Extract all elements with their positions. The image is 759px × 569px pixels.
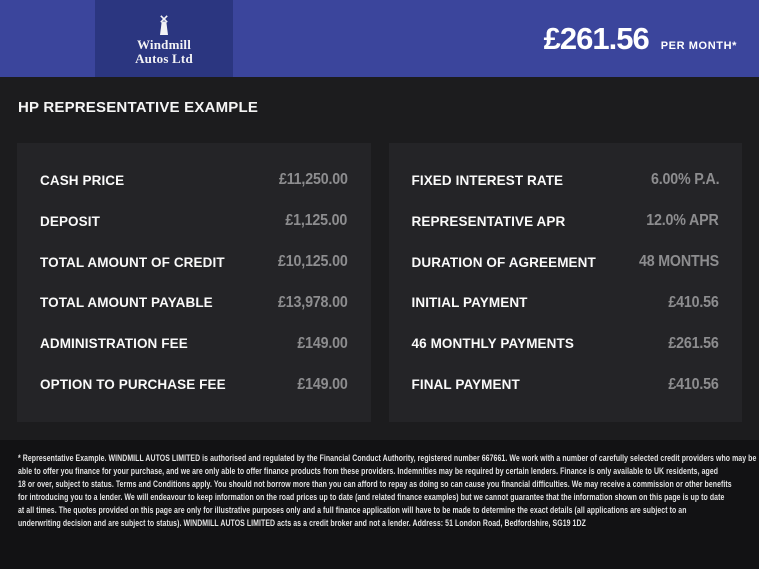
table-row <box>40 160 348 201</box>
title-strip <box>0 77 759 143</box>
row-label: ADMINISTRATION FEE <box>40 336 188 352</box>
row-value: 48 MONTHS <box>639 253 719 271</box>
row-value: £149.00 <box>297 334 348 352</box>
row-value: 12.0% APR <box>646 212 719 230</box>
table-row <box>40 283 348 324</box>
dealer-name-line1: Windmill <box>136 36 192 52</box>
row-value: £13,978.00 <box>277 293 348 311</box>
row-label: DURATION OF AGREEMENT <box>411 254 596 270</box>
dealer-logo[interactable] <box>95 0 233 77</box>
disclaimer-line: for introducing you to a lender. We will endeavour to keep information on the road prices up to date (and related finance examples) but we cannot guarantee that the information shown on this page is up to date <box>18 492 725 503</box>
finance-table-left <box>17 143 371 422</box>
row-label: TOTAL AMOUNT OF CREDIT <box>40 254 225 270</box>
monthly-price-suffix: PER MONTH* <box>660 39 737 52</box>
windmill-icon <box>153 12 175 36</box>
row-label: FIXED INTEREST RATE <box>411 172 564 188</box>
header-bar <box>0 0 759 77</box>
row-value: £410.56 <box>668 375 719 393</box>
table-row <box>412 242 720 283</box>
row-value: 6.00% P.A. <box>650 171 719 189</box>
row-label: TOTAL AMOUNT PAYABLE <box>40 295 213 311</box>
table-row <box>40 201 348 242</box>
table-row <box>412 283 720 324</box>
row-label: OPTION TO PURCHASE FEE <box>40 377 226 393</box>
spacer <box>0 422 759 440</box>
disclaimer-line: able to offer you finance for your purchase, and we are only able to offer finance products from these providers. Indemnities may be required by certain lenders. Finance is only available to UK residents, aged <box>18 466 719 477</box>
table-row <box>40 323 348 364</box>
table-row <box>40 364 348 405</box>
row-value: £1,125.00 <box>285 212 348 230</box>
disclaimer-line: * Representative Example. WINDMILL AUTOS LIMITED is authorised and regulated by the Financial Conduct Authority, registered number 667661. We work with a number of carefully selected credit providers who may be <box>18 453 757 464</box>
row-label: DEPOSIT <box>40 213 100 229</box>
table-row <box>412 201 720 242</box>
page-title: HP REPRESENTATIVE EXAMPLE <box>18 99 259 116</box>
monthly-price-block <box>544 21 759 57</box>
row-value: £149.00 <box>297 375 348 393</box>
row-label: FINAL PAYMENT <box>411 377 520 393</box>
table-row <box>412 364 720 405</box>
row-value: £10,125.00 <box>277 253 348 271</box>
row-value: £261.56 <box>668 334 719 352</box>
monthly-price: £261.56 <box>543 20 649 56</box>
row-label: 46 MONTHLY PAYMENTS <box>411 336 574 352</box>
row-value: £410.56 <box>668 293 719 311</box>
disclaimer-line: 18 or over, subject to status. Terms and Conditions apply. You should not borrow more than you can afford to repay as doing so can cause you financial difficulties. We may receive a commission or other benefits <box>18 479 732 490</box>
row-value: £11,250.00 <box>278 171 348 189</box>
disclaimer-footer <box>0 440 759 569</box>
table-row <box>412 160 720 201</box>
table-row <box>40 242 348 283</box>
disclaimer-line: at all times. The quotes provided on this page are only for illustrative purposes only and a full finance application will have to be made to determine the exact details (all applications are subject to an <box>18 505 687 516</box>
row-label: REPRESENTATIVE APR <box>411 213 566 229</box>
finance-table-right <box>389 143 743 422</box>
table-row <box>412 323 720 364</box>
finance-example-panels <box>0 143 759 422</box>
dealer-name-line2: Autos Ltd <box>135 50 193 66</box>
disclaimer-text <box>18 452 757 530</box>
row-label: CASH PRICE <box>40 172 125 188</box>
row-label: INITIAL PAYMENT <box>411 295 528 311</box>
disclaimer-line: underwriting decision and are subject to status). WINDMILL AUTOS LIMITED acts as a credit broker and not a lender. Address: 51 London Road, Bedfordshire, SG19 1DZ <box>18 518 586 529</box>
